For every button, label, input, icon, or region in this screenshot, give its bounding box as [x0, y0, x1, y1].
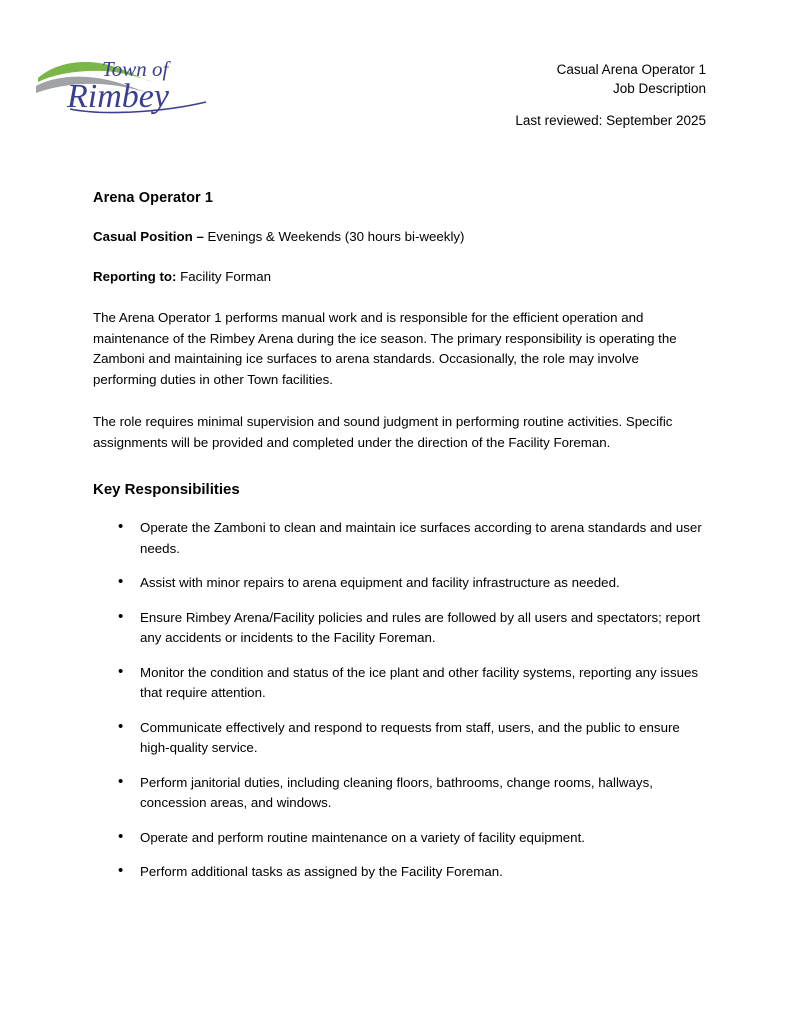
key-responsibilities-list [93, 518, 705, 883]
reporting-label: Reporting to: [93, 269, 177, 284]
list-item [93, 828, 705, 849]
position-label: Casual Position – [93, 229, 204, 244]
list-item-text: Perform additional tasks as assigned by the Facility Foreman. [140, 864, 503, 879]
town-of-rimbey-logo [34, 52, 224, 114]
header-title-line2: Job Description [612, 81, 706, 96]
list-item [93, 573, 705, 594]
header-title-line1: Casual Arena Operator 1 [556, 62, 706, 77]
bullet-icon: • [118, 662, 124, 680]
position-line [93, 228, 705, 246]
bullet-icon: • [118, 772, 124, 790]
list-item-text: Monitor the condition and status of the ice plant and other facility systems, reporting any issues that require attention. [140, 664, 699, 700]
svg-text:Town of: Town of [102, 57, 169, 81]
intro-paragraph-1: The Arena Operator 1 performs manual work and is responsible for the efficient operation and maintenance of the Rimbey Arena during the ice season. The primary responsibility is operating the Zamboni and maintaining ice surfaces to arena standards. Occasionally, the role may involve performing duties in other Town facilities. [93, 310, 677, 387]
list-item-text: Operate and perform routine maintenance on a variety of facility equipment. [140, 829, 585, 845]
list-item [93, 718, 705, 759]
header-last-reviewed: Last reviewed: September 2025 [515, 113, 706, 128]
list-item-text: Ensure Rimbey Arena/Facility policies and rules are followed by all users and spectators; report any accidents or incidents to the Facility Foreman. [140, 609, 701, 645]
bullet-icon: • [118, 607, 124, 625]
header-title-block [557, 60, 706, 98]
bullet-icon: • [118, 827, 124, 845]
intro-paragraph-2: The role requires minimal supervision and sound judgment in performing routine activities. Specific assignments will be provided and completed under the direction of the Facility Foreman. [93, 414, 673, 450]
list-item [93, 663, 705, 704]
document-header [0, 0, 798, 150]
list-item [93, 773, 705, 814]
bullet-icon: • [118, 573, 124, 590]
position-value: Evenings & Weekends (30 hours bi-weekly) [203, 229, 465, 244]
bullet-icon: • [118, 862, 124, 879]
list-item-text: Perform janitorial duties, including cleaning floors, bathrooms, change rooms, hallways, concession areas, and windows. [140, 774, 653, 810]
list-item-text: Communicate effectively and respond to requests from staff, users, and the public to ensure high-quality service. [140, 719, 680, 755]
list-item [93, 862, 705, 883]
list-item [93, 518, 705, 559]
list-item [93, 608, 705, 649]
document-body [93, 190, 705, 897]
reporting-value: Facility Forman [176, 269, 272, 284]
reporting-line [93, 268, 705, 286]
bullet-icon: • [118, 518, 124, 535]
svg-text:Rimbey: Rimbey [67, 78, 169, 114]
list-item-text: Assist with minor repairs to arena equipment and facility infrastructure as needed. [140, 575, 620, 590]
page-title: Arena Operator 1 [93, 190, 214, 206]
key-responsibilities-heading: Key Responsibilities [93, 481, 240, 498]
bullet-icon: • [118, 717, 124, 735]
list-item-text: Operate the Zamboni to clean and maintain ice surfaces according to arena standards and user needs. [140, 520, 702, 556]
